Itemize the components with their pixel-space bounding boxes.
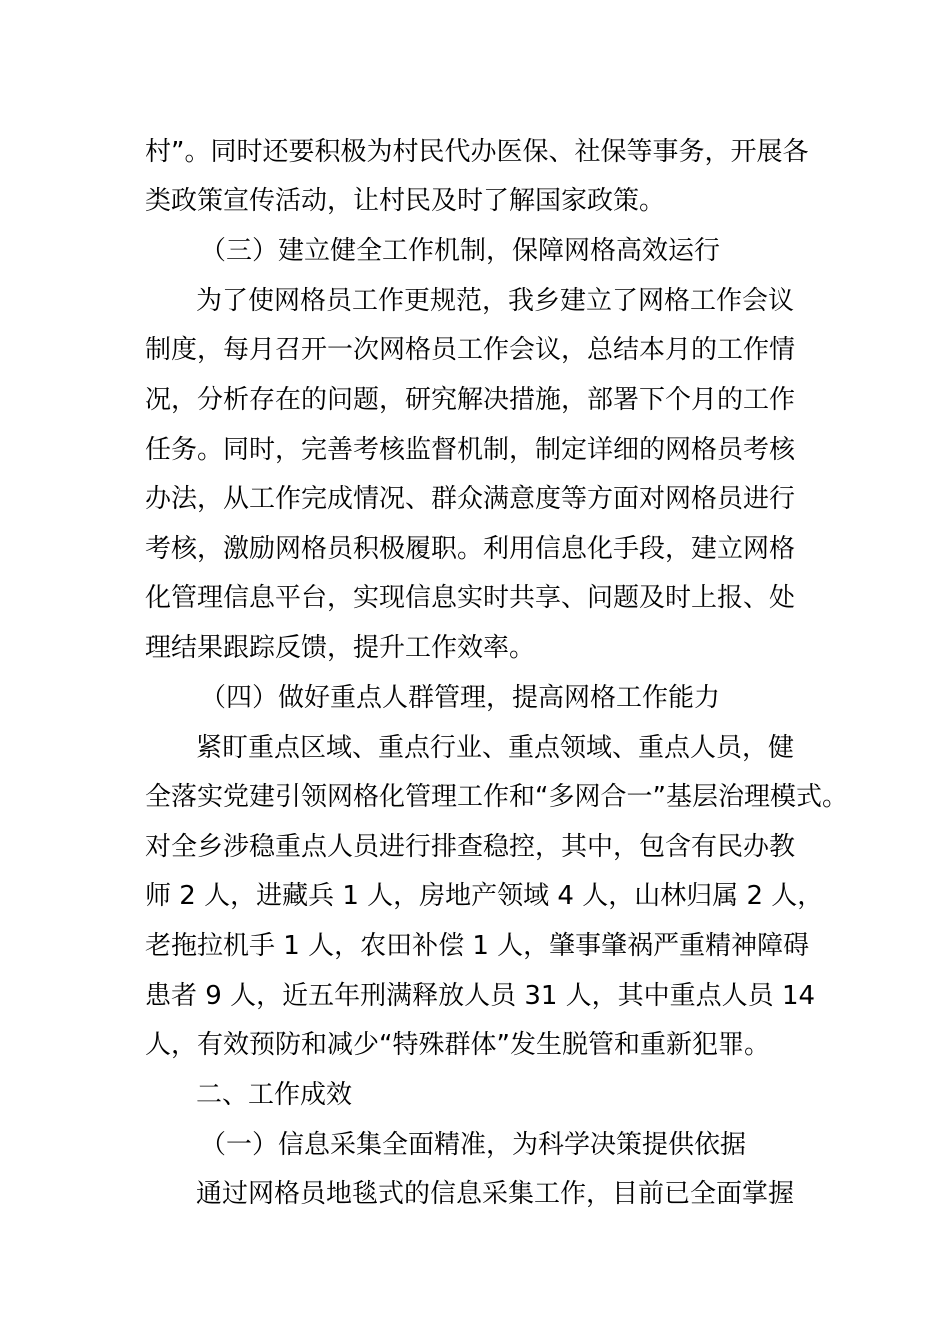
section-heading-3: （三）建立健全工作机制，保障网格高效运行	[200, 236, 721, 266]
body-text-line: 对全乡涉稳重点人员进行排查稳控，其中，包含有民办教	[145, 832, 796, 862]
section-heading-1: （一）信息采集全面精准，为科学决策提供依据	[200, 1130, 747, 1160]
body-text-line: 办法，从工作完成情况、群众满意度等方面对网格员进行	[145, 484, 796, 514]
body-text-line: 全落实党建引领网格化管理工作和“多网合一”基层治理模式。	[145, 782, 848, 812]
chapter-heading: 二、工作成效	[196, 1080, 353, 1110]
body-text-line: 制度，每月召开一次网格员工作会议，总结本月的工作情	[145, 335, 796, 365]
paragraph-first-line: 紧盯重点区域、重点行业、重点领域、重点人员，健	[196, 733, 795, 763]
body-text-line: 人，有效预防和减少“特殊群体”发生脱管和重新犯罪。	[145, 1030, 770, 1060]
body-text-line: 考核，激励网格员积极履职。利用信息化手段，建立网格	[145, 534, 796, 564]
paragraph-first-line: 通过网格员地毯式的信息采集工作，目前已全面掌握	[196, 1179, 795, 1209]
body-text-line: 任务。同时，完善考核监督机制，制定详细的网格员考核	[145, 435, 796, 465]
body-text-line: 理结果跟踪反馈，提升工作效率。	[145, 633, 536, 663]
paragraph-first-line: 为了使网格员工作更规范，我乡建立了网格工作会议	[196, 286, 795, 316]
section-heading-4: （四）做好重点人群管理，提高网格工作能力	[200, 683, 721, 713]
body-text-line: 类政策宣传活动，让村民及时了解国家政策。	[145, 186, 666, 216]
body-text-line: 况，分析存在的问题，研究解决措施，部署下个月的工作	[145, 385, 796, 415]
body-text-line: 患者 9 人，近五年刑满释放人员 31 人，其中重点人员 14	[145, 981, 816, 1011]
body-text-line: 村”。同时还要积极为村民代办医保、社保等事务，开展各	[145, 137, 809, 167]
body-text-line: 老拖拉机手 1 人，农田补偿 1 人，肇事肇祸严重精神障碍	[145, 931, 810, 961]
body-text-line: 化管理信息平台，实现信息实时共享、问题及时上报、处	[145, 583, 796, 613]
body-text-line: 师 2 人，进藏兵 1 人，房地产领域 4 人，山林归属 2 人，	[145, 881, 824, 911]
